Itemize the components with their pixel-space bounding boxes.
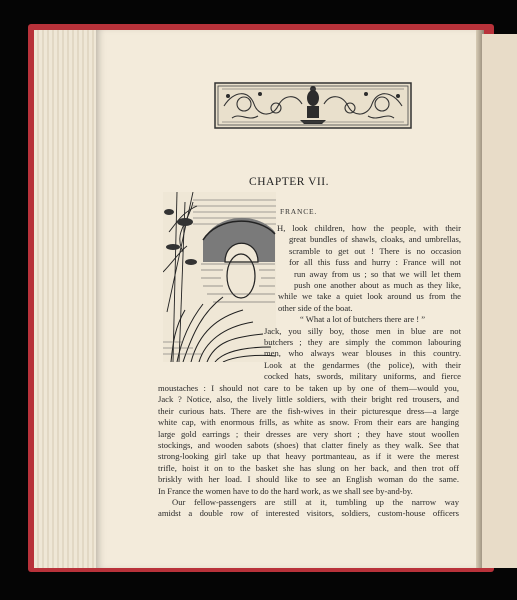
- text-line: for all this fuss and hurry : France will not: [289, 257, 461, 268]
- text-line: cocked hats, swords, military uniforms, and fierce: [264, 371, 461, 382]
- text-line: moustaches : I should not care to be taken up by one of them—would you,: [158, 383, 459, 393]
- text-line: In France the women have to do the hard work, as we shall see by-and-by.: [158, 485, 413, 496]
- bridge-illustration: [163, 192, 276, 362]
- facing-page-edge: [482, 34, 517, 568]
- text-line: while we take a quiet look around us from the: [278, 291, 461, 302]
- text-line: push one another about as much as they like,: [294, 280, 461, 291]
- text-line: “ What a lot of butchers there are ! ”: [300, 314, 426, 325]
- body-text-wrapped: [264, 223, 461, 383]
- text-line: amidst a double row of interested visitors, soldiers, custom-house officers: [158, 508, 459, 519]
- text-line: run away from us ; so that we will let them: [294, 268, 461, 279]
- text-line: white cap, with enormous frills, as white as snow. From their ears are hanging: [158, 417, 459, 428]
- text-line: other side of the boat.: [278, 302, 353, 313]
- text-line: Look at the gendarmes (the police), with their: [264, 359, 461, 370]
- text-line: great bundles of shawls, cloaks, and umbrellas,: [289, 234, 461, 245]
- text-line: their curious hats. There are the fish-wives in their picturesque dress—a large: [158, 405, 459, 416]
- text-line: stockings, and wooden sabots (shoes) that clatter finely as they walk. See that: [158, 440, 459, 451]
- text-line: strong-looking girl take up that heavy portmanteau, as if it were the merest: [158, 451, 459, 462]
- body-text-full: [158, 383, 459, 520]
- text-line: Jack ? Notice, also, the lively little soldiers, with their bright red trousers, and: [158, 394, 459, 405]
- text-line: H, look children, how the people, with their: [277, 223, 461, 233]
- chapter-title: CHAPTER VII.: [249, 176, 329, 188]
- text-line: scramble to get out ! There is no occasion: [289, 245, 461, 256]
- text-line: large gold earrings ; their dresses are very short ; they have stout woollen: [158, 428, 459, 439]
- text-line: butchers ; they are simply the common labouring: [264, 337, 461, 348]
- page-edges: [34, 30, 96, 568]
- text-line: briskly with her load. I should like to see an English woman do the same.: [158, 474, 459, 485]
- text-line: men, who always wear blouses in this country.: [264, 348, 461, 359]
- text-line: Our fellow-passengers are still at it, tumbling up the narrow way: [172, 497, 459, 508]
- header-ornament: [214, 82, 412, 129]
- text-line: trifle, hoist it on to the basket she has slung on her back, and then trot off: [158, 462, 459, 473]
- chapter-subtitle: FRANCE.: [280, 207, 318, 216]
- text-line: Jack, you silly boy, those men in blue are not: [264, 325, 461, 336]
